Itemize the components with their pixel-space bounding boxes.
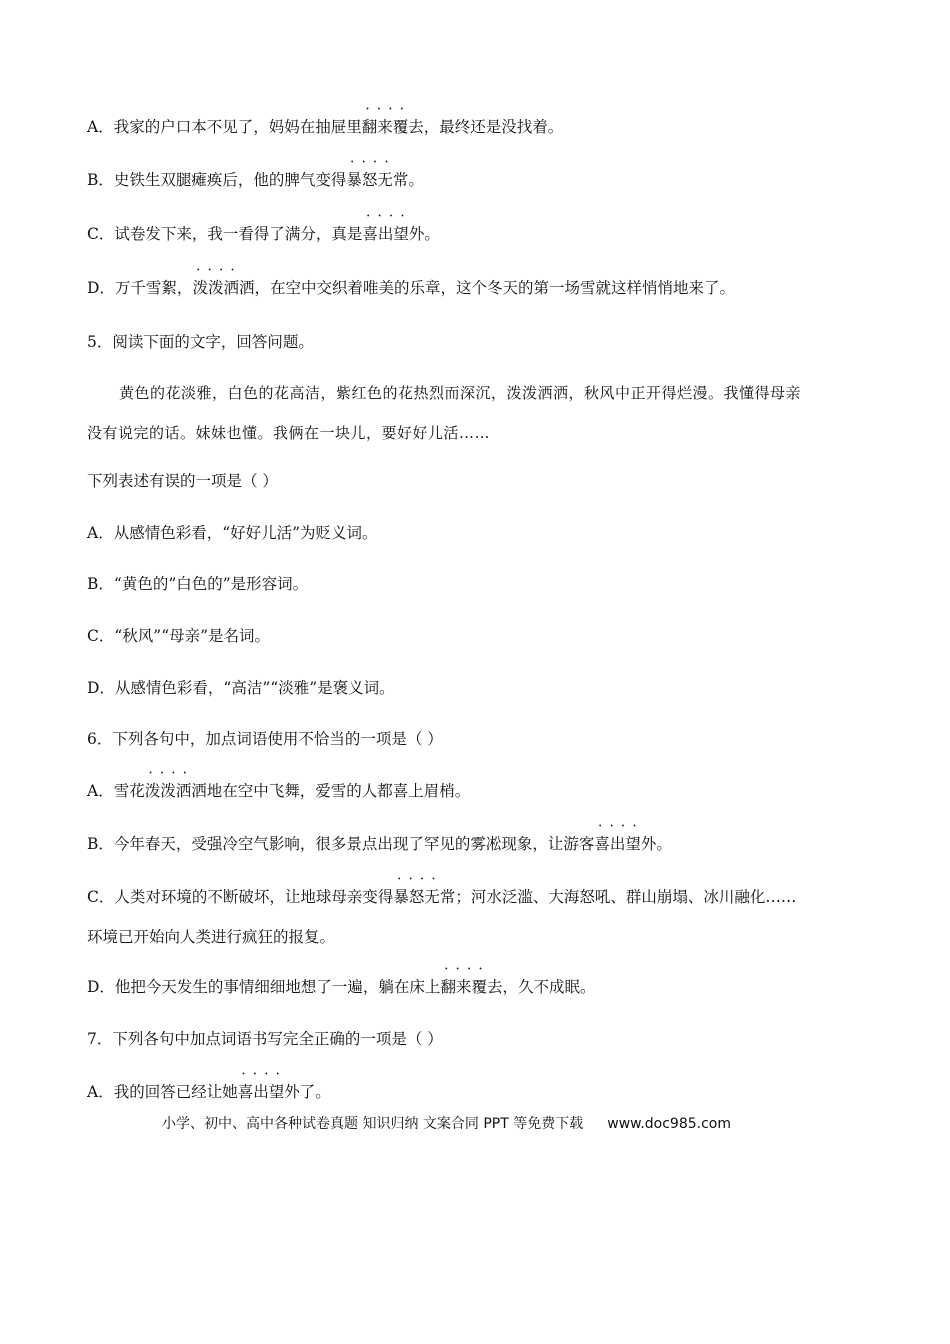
passage-line <box>87 422 867 444</box>
option-text: B．今年春天，受强冷空气影响，很多景点出现了罕见的雾凇现象，让游客 <box>87 835 595 853</box>
emphasized-phrase: • • • • 泼泼洒洒 <box>145 782 207 800</box>
emphasized-phrase: • • • • 暴怒无常 <box>393 888 455 906</box>
option-text: ；河水泛滥、大海怒吼、群山崩塌、冰川融化…… <box>455 888 797 906</box>
q5-option-c: C．“秋风”“母亲”是名词。 <box>87 627 271 645</box>
emphasized-phrase: • • • • 喜出望外 <box>238 1083 300 1101</box>
q6-option-a <box>87 780 870 802</box>
option-text: A．我的回答已经让她 <box>87 1083 238 1101</box>
q6-stem: 6．下列各句中，加点词语使用不恰当的一项是（ ） <box>87 730 443 748</box>
page-footer <box>162 1114 731 1134</box>
passage-text: 黄色的花淡雅，白色的花高洁，紫红色的花热烈而深沉，泼泼洒洒，秋风中正开得烂漫。我懂得母亲 <box>119 384 802 402</box>
emphasized-phrase: • • • • 翻来覆去 <box>362 118 424 136</box>
option-text: C．试卷发下来，我一看得了满分，真是 <box>87 225 363 243</box>
option-text: ，久不成眠。 <box>502 978 596 996</box>
q5-passage <box>87 382 867 444</box>
option-text: 了。 <box>299 1083 331 1101</box>
option-text: ，最终还是没找着。 <box>423 118 564 136</box>
option-text: 。 <box>424 225 440 243</box>
emphasized-phrase: • • • • 喜出望外 <box>594 835 656 853</box>
q4-option-b <box>87 169 870 191</box>
emphasized-phrase: • • • • 翻来覆去 <box>440 978 502 996</box>
option-text: 。 <box>408 171 424 189</box>
q6-option-c-continuation: 环境已开始向人类进行疯狂的报复。 <box>87 928 336 946</box>
q7-option-a <box>87 1081 870 1103</box>
option-text: A．我家的户口本不见了，妈妈在抽屉里 <box>87 118 362 136</box>
option-text: 。 <box>656 835 672 853</box>
emphasized-phrase: • • • • 喜出望外 <box>362 225 424 243</box>
q4-option-a <box>87 116 870 138</box>
emphasized-phrase: • • • • 暴怒无常 <box>346 171 408 189</box>
option-text: D．他把今天发生的事情细细地想了一遍，躺在床上 <box>87 978 441 996</box>
q6-option-d <box>87 976 870 998</box>
q4-option-d <box>87 277 870 299</box>
option-text: D．万千雪絮， <box>87 279 193 297</box>
option-text: ，在空中交织着唯美的乐章，这个冬天的第一场雪就这样悄悄地来了。 <box>254 279 735 297</box>
option-text: C．人类对环境的不断破坏，让地球母亲变得 <box>87 888 394 906</box>
footer-website-link[interactable]: www.doc985.com <box>607 1116 731 1132</box>
passage-line <box>87 382 867 404</box>
emphasized-phrase: • • • • 泼泼洒洒 <box>192 279 254 297</box>
q5-stem: 5．阅读下面的文字，回答问题。 <box>87 333 314 351</box>
q4-option-c <box>87 223 870 245</box>
q7-stem: 7．下列各句中加点词语书写完全正确的一项是（ ） <box>87 1030 443 1048</box>
passage-text: 没有说完的话。妹妹也懂。我俩在一块儿，要好好儿活…… <box>87 424 491 442</box>
option-text: A．雪花 <box>87 782 145 800</box>
q5-option-a: A．从感情色彩看，“好好儿活”为贬义词。 <box>87 524 378 542</box>
footer-text: 小学、初中、高中各种试卷真题 知识归纳 文案合同 PPT 等免费下载 <box>162 1116 584 1132</box>
q5-question: 下列表述有误的一项是（ ） <box>87 472 278 490</box>
option-text: 地在空中飞舞，爱雪的人都喜上眉梢。 <box>206 782 471 800</box>
q5-option-b: B．“黄色的”白色的”是形容词。 <box>87 575 309 593</box>
q6-option-c <box>87 886 870 908</box>
q5-option-d: D．从感情色彩看，“高洁”“淡雅”是褒义词。 <box>87 679 395 697</box>
q6-option-b <box>87 833 870 855</box>
option-text: B．史铁生双腿瘫痪后，他的脾气变得 <box>87 171 347 189</box>
